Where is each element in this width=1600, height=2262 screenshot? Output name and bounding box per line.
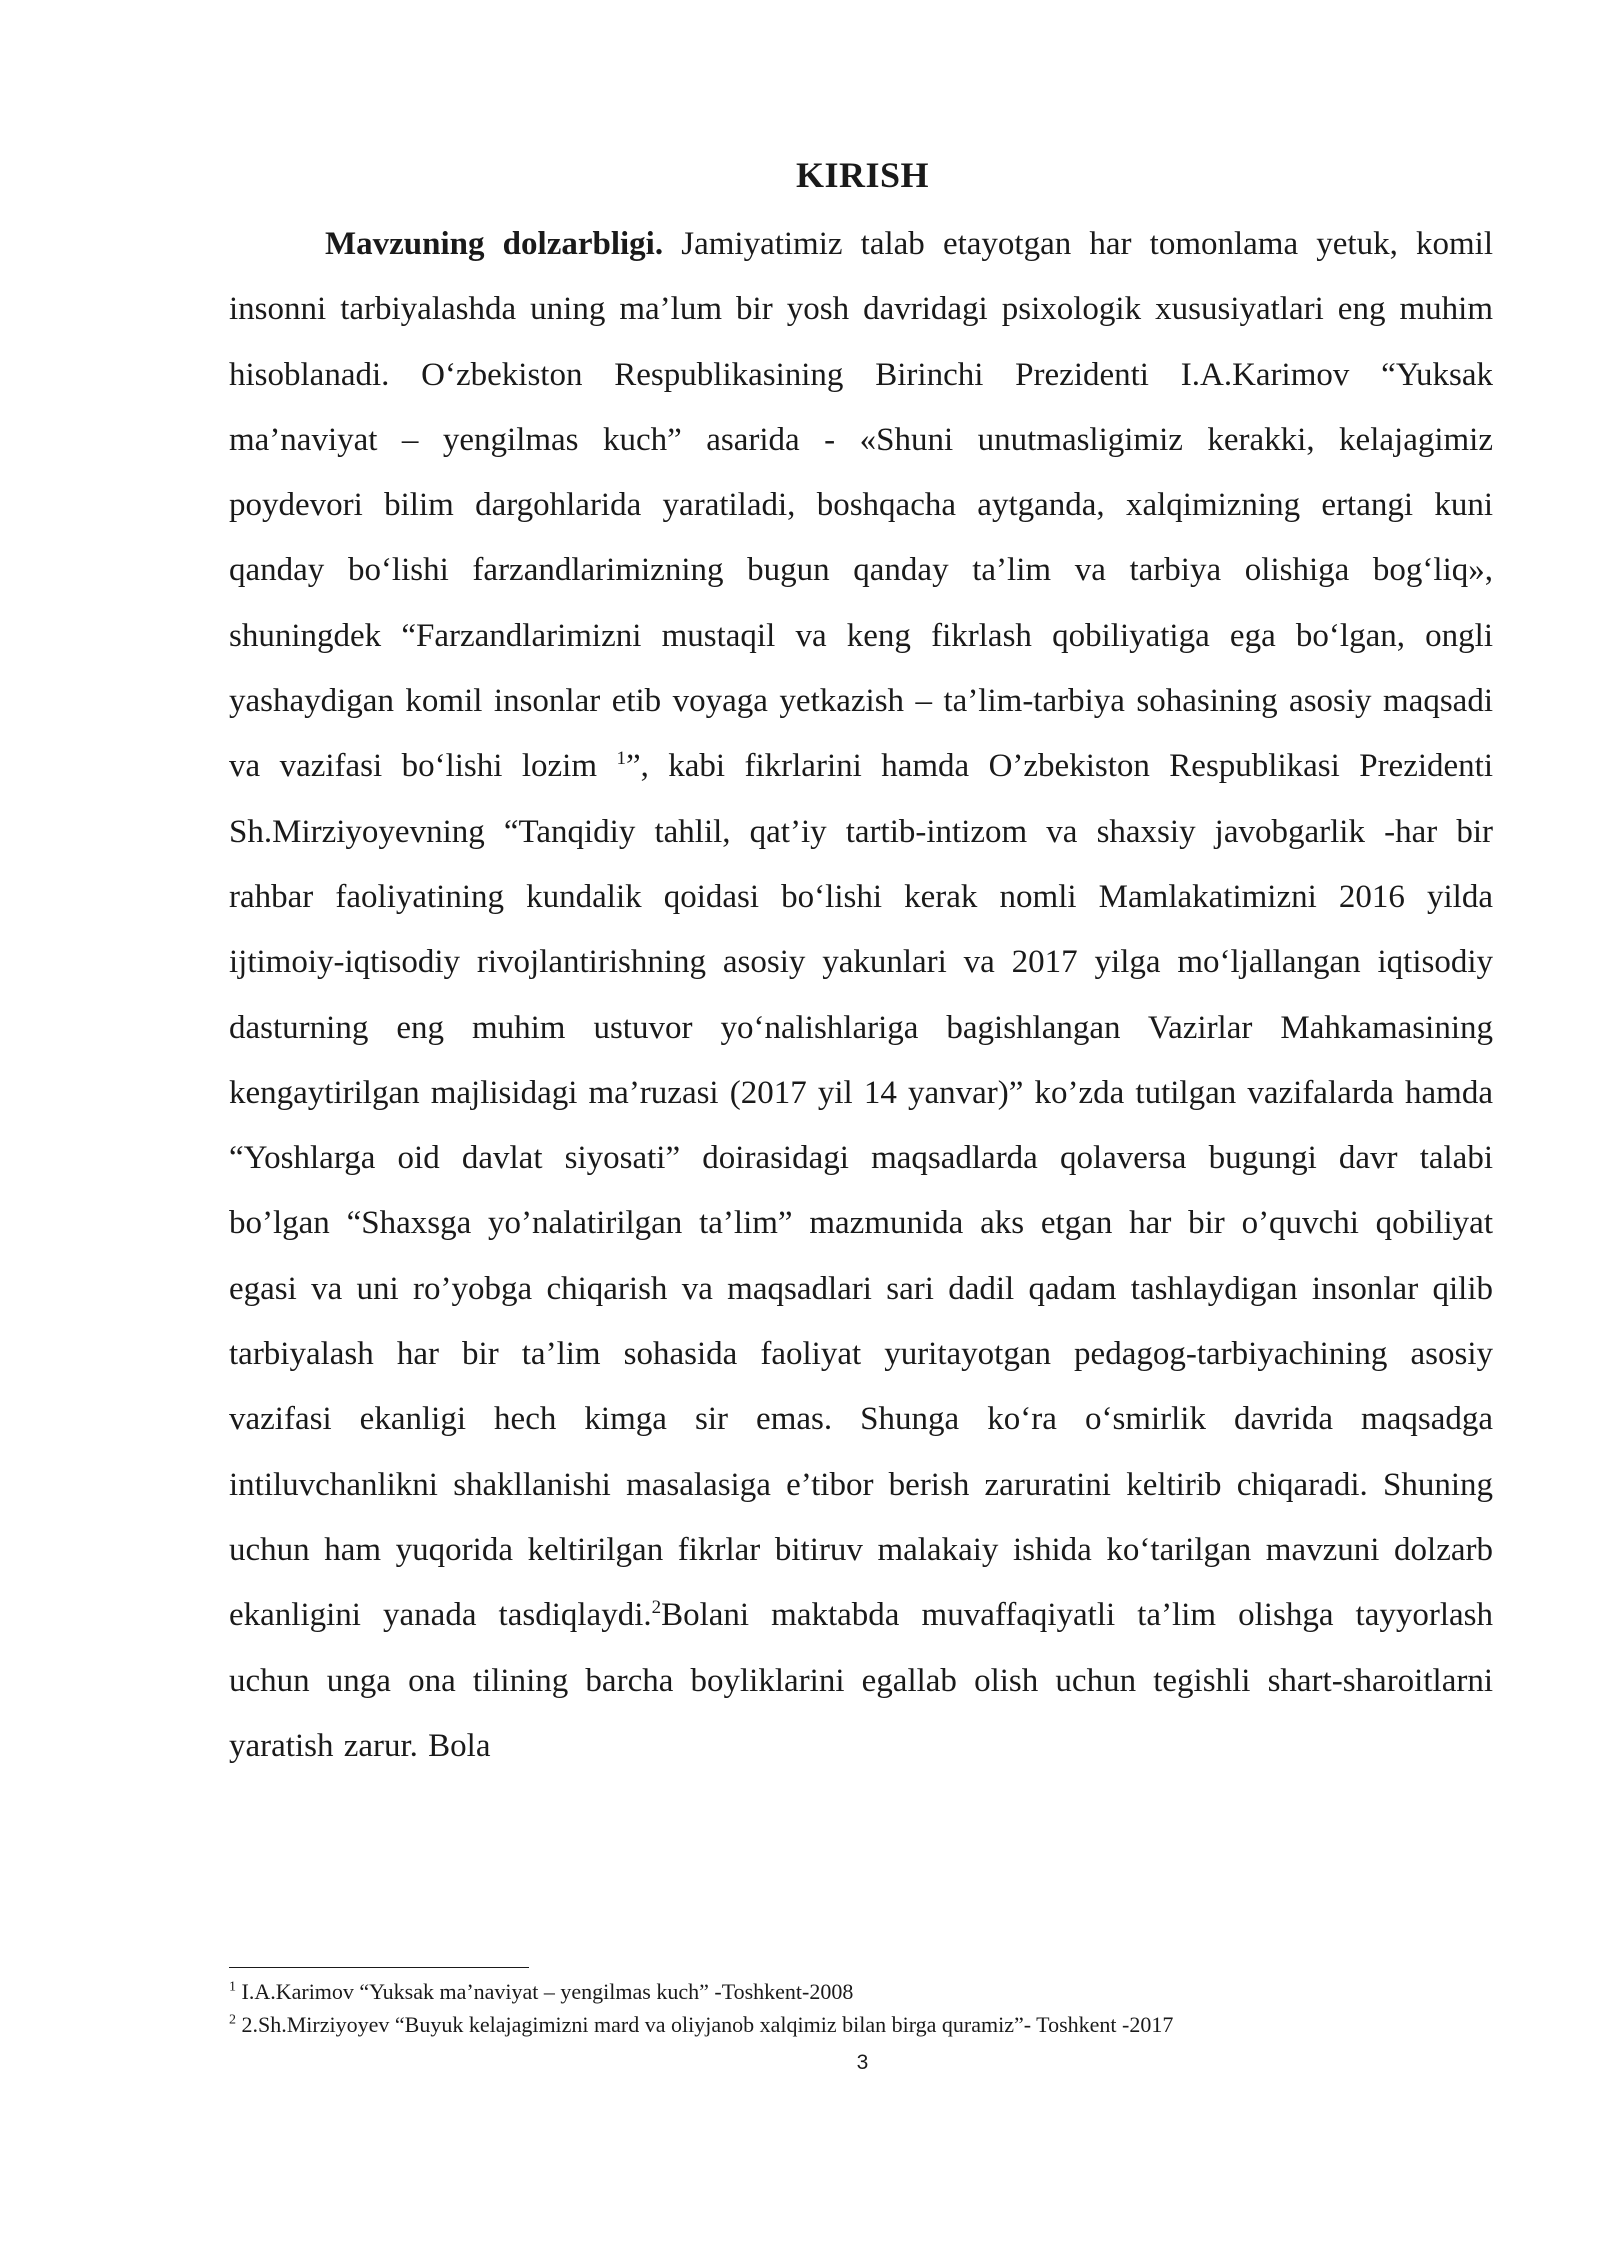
footnote-text-2: 2.Sh.Mirziyoyev “Buyuk kelajagimizni mard va oliyjanob xalqimiz bilan birga quramiz”- Toshkent -2017 xyxy=(236,2012,1174,2037)
paragraph-text-1: Jamiyatimiz talab etayotgan har tomonlama yetuk, komil insonni tarbiyalashda uning ma’lum bir yosh davridagi psixologik xususiyatlari eng muhim hisoblanadi. O‘zbekiston Respublikasining Birinchi Prezidenti I.A.Karimov “Yuksak ma’naviyat – yengilmas kuch” asarida - «Shuni unutmasligimiz kerakki, kelajagimiz poydevori bilim dargohlarida yaratiladi, boshqacha aytganda, xalqimizning ertangi kuni qanday bo‘lishi farzandlarimizning bugun qanday ta’lim va tarbiya olishiga bog‘liq», shuningdek “Farzandlarimizni mustaqil va keng fikrlash qobiliyatiga ega bo‘lgan, ongli yashaydigan komil insonlar etib voyaga yetkazish – ta’lim-tarbiya sohasining asosiy maqsadi va vazifasi bo‘lishi lozim xyxy=(229,226,1493,785)
paragraph-text-2: ”, kabi fikrlarini hamda O’zbekiston Respublikasi Prezidenti Sh.Mirziyoyevning “Tanqidiy tahlil, qat’iy tartib-intizom va shaxsiy javobgarlik -har bir rahbar faoliyatining kundalik qoidasi bo‘lishi kerak nomli Mamlakatimizni 2016 yilda ijtimoiy-iqtisodiy rivojlantirishning asosiy yakunlari va 2017 yilga mo‘ljallangan iqtisodiy dasturning eng muhim ustuvor yo‘nalishlariga bagishlangan Vazirlar Mahkamasining kengaytirilgan majlisidagi ma’ruzasi (2017 yil 14 yanvar)” ko’zda tutilgan vazifalarda hamda “Yoshlarga oid davlat siyosati” doirasidagi maqsadlarda qolaversa bugungi davr talabi bo’lgan “Shaxsga yo’nalatirilgan ta’lim” mazmunida aks etgan har bir o’quvchi qobiliyat egasi va uni ro’yobga chiqarish va maqsadlari sari dadil qadam tashlaydigan insonlar qilib tarbiyalash har bir ta’lim sohasida faoliyat yuritayotgan pedagog-tarbiyachining asosiy vazifasi ekanligi hech kimga sir emas. Shunga ko‘ra o‘smirlik davrida maqsadga intiluvchanlikni shakllanishi masalasiga e’tibor berish zaruratini keltirib chiqaradi. Shuning uchun ham yuqorida keltirilgan fikrlar bitiruv malakaiy ishida ko‘tarilgan mavzuni dolzarb ekanligini yanada tasdiqlaydi. xyxy=(229,748,1493,1634)
footnote-ref-1[interactable]: 1 xyxy=(616,748,626,770)
footnote-2 xyxy=(229,2008,1493,2041)
footnote-text-1: I.A.Karimov “Yuksak ma’naviyat – yengilmas kuch” -Toshkent-2008 xyxy=(236,1979,854,2004)
footnote-1 xyxy=(229,1975,1493,2008)
paragraph-lead: Mavzuning dolzarbligi. xyxy=(325,226,664,262)
footnote-separator xyxy=(229,1967,529,1968)
footnotes xyxy=(229,1975,1493,2041)
page-title: KIRISH xyxy=(795,155,930,195)
footnote-ref-2[interactable]: 2 xyxy=(651,1597,662,1619)
body-paragraph xyxy=(229,212,1493,1779)
footnote-mark-2: 2 xyxy=(229,2012,236,2028)
paragraph-text-3: Bolani maktabda muvaffaqiyatli ta’lim olishga tayyorlash uchun unga ona tilining barcha boyliklarini egallab olish uchun tegishli shart-sharoitlarni yaratish zarur. Bola xyxy=(229,1597,1493,1764)
footnote-mark-1: 1 xyxy=(229,1979,236,1995)
page-number: 3 xyxy=(856,2051,869,2074)
